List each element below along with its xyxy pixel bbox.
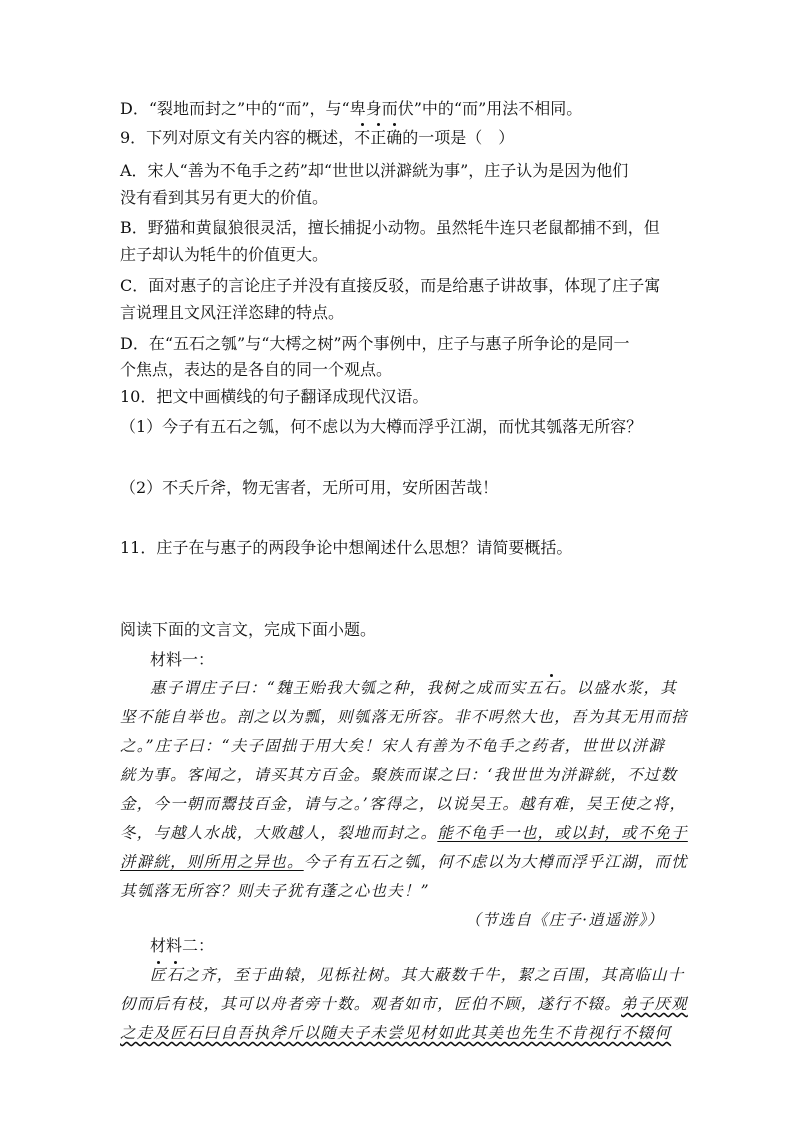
underlined-sentence: 洴澼絖，则所用之异也。 <box>120 853 304 871</box>
q11-stem: 11．庄子在与惠子的两段争论中想阐述什么思想？请简要概括。 <box>120 538 573 557</box>
text-segment: 冬，与越人水战，大败越人，裂地而封之。 <box>120 824 438 842</box>
q9-option-c-line1: C．面对惠子的言论庄子并没有直接反驳，而是给惠子讲故事，体现了庄子寓 <box>120 276 661 295</box>
material-1-source: （节选自《庄子·逍遥游》） <box>465 911 664 929</box>
q9-option-b-line1: B．野猫和黄鼠狼很灵活，擅长捕捉小动物。虽然牦牛连只老鼠都捕不到，但 <box>120 218 660 237</box>
material-1-line: 坚不能自举也。剖之以为瓢，则瓠落无所容。非不呺然大也，吾为其无用而掊 <box>120 708 688 726</box>
emphasis-char: 石 <box>543 679 560 697</box>
q9-stem-pre: 9．下列对原文有关内容的概述， <box>120 128 355 147</box>
reading-intro: 阅读下面的文言文，完成下面小题。 <box>120 620 377 639</box>
text-segment: 。以盛水浆，其 <box>559 679 677 697</box>
q9-option-a-line2: 没有看到其另有更大的价值。 <box>120 188 329 207</box>
material-1-title: 材料一： <box>150 650 215 669</box>
wavy-underlined-sentence: 弟子厌观 <box>621 995 688 1013</box>
q9-option-d-line2: 个焦点，表达的是各自的同一个观点。 <box>120 360 393 379</box>
text-segment: 仞而后有枝，其可以舟者旁十数。观者如市，匠伯不顾，遂行不辍。 <box>120 995 622 1013</box>
material-1-line: 之。”庄子曰：“夫子固拙于用大矣！宋人有善为不龟手之药者，世世以洴澼 <box>120 737 665 755</box>
text-segment: 之齐，至于曲辕，见栎社树。其大蔽数千牛，絜之百围，其高临山十 <box>183 966 685 984</box>
q10-sentence-1: （1）今子有五石之瓠，何不虑以为大樽而浮乎江湖，而忧其瓠落无所容？ <box>120 417 643 436</box>
material-2-title: 材料二： <box>150 936 215 955</box>
wavy-underlined-sentence: 之走及匠石曰自吾执斧斤以随夫子未尝见材如此其美也先生不肯视行不辍何 <box>120 1024 672 1042</box>
material-1-line <box>120 852 688 872</box>
emphasis-char: 确 <box>386 128 403 147</box>
q9-option-c-line2: 言说理且文风汪洋恣肆的特点。 <box>120 303 345 322</box>
q8-option-d: D．“裂地而封之”中的“而”，与“卑身而伏”中的“而”用法不相同。 <box>120 99 583 118</box>
material-1-line: 金，今一朝而鬻技百金，请与之。’客得之，以说吴王。越有难，吴王使之将， <box>120 795 687 813</box>
q10-sentence-2: （2）不夭斤斧，物无害者，无所可用，安所困苦哉！ <box>120 478 499 497</box>
material-1-line: 其瓠落无所容？则夫子犹有蓬之心也夫！” <box>120 882 430 900</box>
emphasis-char: 正 <box>370 128 387 147</box>
q9-option-b-line2: 庄子却认为牦牛的价值更大。 <box>120 245 329 264</box>
underlined-sentence: 能不龟手一也，或以封，或不免于 <box>437 824 688 842</box>
material-1-line <box>150 678 710 698</box>
q9-stem-post: 的一项是（ ） <box>402 128 515 147</box>
material-1-line <box>120 823 688 843</box>
text-segment: 今子有五石之瓠，何不虑以为大樽而浮乎江湖，而忧 <box>303 853 688 871</box>
text-segment: 惠子谓庄子曰：“魏王贻我大瓠之种，我树之成而实五 <box>150 679 544 697</box>
emphasis-char: 匠 <box>150 966 167 984</box>
q9-option-d-line1: D．在“五石之瓠”与“大樗之树”两个事例中，庄子与惠子所争论的是同一 <box>120 334 630 353</box>
q9-option-a-line1: A．宋人“善为不龟手之药”却“世世以洴澼絖为事”，庄子认为是因为他们 <box>120 161 629 180</box>
q10-stem: 10．把文中画横线的句子翻译成现代汉语。 <box>120 387 429 406</box>
material-2-line <box>150 965 710 985</box>
emphasis-char: 石 <box>166 966 184 984</box>
material-2-line <box>120 994 688 1014</box>
q9-stem <box>120 128 680 148</box>
material-2-line <box>120 1023 680 1043</box>
emphasis-char: 不 <box>354 128 371 147</box>
material-1-line: 絖为事。客闻之，请买其方百金。聚族而谋之曰：‘我世世为洴澼絖，不过数 <box>120 766 678 784</box>
